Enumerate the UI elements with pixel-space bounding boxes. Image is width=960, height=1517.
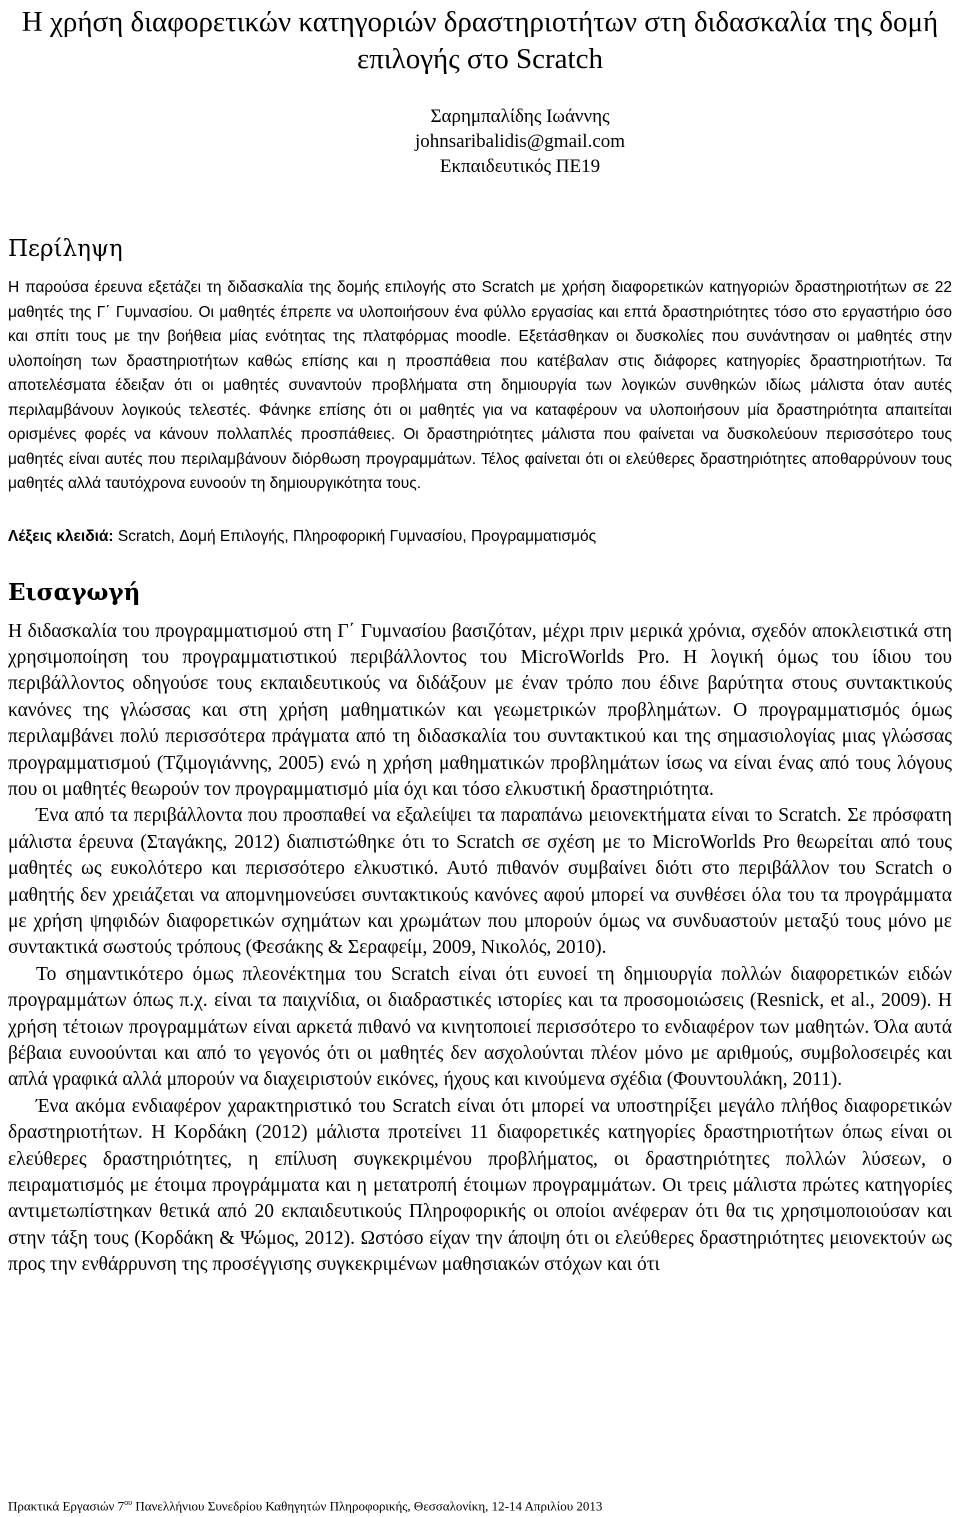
abstract-text: Η παρούσα έρευνα εξετάζει τη διδασκαλία της δομής επιλογής στο Scratch με χρήση διαφορετικών κατηγοριών δραστηριοτήτων σε 22 μαθητές της Γ΄ Γυμνασίου. Οι μαθητές έπρεπε να υλοποιήσουν ένα φύλλο εργασίας και επτά δραστηριότητες τόσο στο εργαστήριο όσο και σπίτι τους με την βοήθεια μίας ενότητας της πλατφόρμας moodle. Εξετάσθηκαν οι δυσκολίες που συνάντησαν οι μαθητές στην υλοποίηση των δραστηριοτήτων καθώς επίσης και η προσπάθεια που κατέβαλαν στις διάφορες κατηγορίες δραστηριοτήτων. Τα αποτελέσματα έδειξαν ότι οι μαθητές συναντούν προβλήματα στη δημιουργία των λογικών συνθηκών ιδίως μάλιστα όταν αυτές περιλαμβάνουν λογικούς τελεστές. Φάνηκε επίσης ότι οι μαθητές για να καταφέρουν να υλοποιήσουν μία δραστηριότητα απαιτείται ορισμένες φορές να κάνουν πολλαπλές προσπάθειες. Οι δραστηριότητες μάλιστα που φαίνεται να δυσκολεύουν περισσότερο τους μαθητές είναι αυτές που περιλαμβάνουν διόρθωση προγραμμάτων. Τέλος φαίνεται ότι οι ελεύθερες δραστηριότητες αποθαρρύνουν τους μαθητές αλλά ταυτόχρονα ευνοούν τη δημιουργικότητα τους. (8, 279, 952, 492)
introduction-paragraph-1: Η διδασκαλία του προγραμματισμού στη Γ΄ Γυμνασίου βασιζόταν, μέχρι πριν μερικά χρόνια, σχεδόν αποκλειστικά στη χρησιμοποίηση του προγραμματιστικού περιβάλλοντος του MicroWorlds Pro. Η λογική όμως του ίδιου του περιβάλλοντος οδηγούσε τους εκπαιδευτικούς να διδάξουν με έναν τρόπο που έδινε βαρύτητα στους συντακτικούς κανόνες της γλώσσας και στη χρήση μαθηματικών και γεωμετρικών προβλημάτων. Ο προγραμματισμός όμως περιλαμβάνει πολύ περισσότερα πράγματα από τη διδασκαλία του συντακτικού και της σημασιολογίας μιας γλώσσας προγραμματισμού (Τζιμογιάννης, 2005) ενώ η χρήση μαθηματικών προβλημάτων ίσως να είναι ένας από τους λόγους που οι μαθητές θεωρούν τον προγραμματισμό μία όχι και τόσο ελκυστική δραστηριότητα. (8, 620, 952, 800)
keywords (8, 525, 952, 549)
footer-prefix: Πρακτικά Εργασιών 7 (8, 1498, 125, 1513)
introduction-paragraph-4: Ένα ακόμα ενδιαφέρον χαρακτηριστικό του Scratch είναι ότι μπορεί να υποστηρίξει μεγάλο πλήθος διαφορετικών δραστηριοτήτων. Η Κορδάκη (2012) μάλιστα προτείνει 11 διαφορετικές κατηγορίες δραστηριοτήτων όπως είναι οι ελεύθερες δραστηριότητες, η επίλυση συγκεκριμένου προβλήματος, οι δραστηριότητες πολλών λύσεων, ο πειραματισμός με έτοιμα προγράμματα και η μετατροπή έτοιμων προγραμμάτων. Οι τρεις μάλιστα πρώτες κατηγορίες αντιμετωπίστηκαν θετικά από 20 εκπαιδευτικούς Πληροφορικής οι οποίοι ανέφεραν ότι θα τις χρησιμοποιούσαν και στην τάξη τους (Κορδάκη & Ψώμος, 2012). Ωστόσο είχαν την άποψη ότι οι ελεύθερες δραστηριότητες μειονεκτούν ως προς την ενθάρρυνση της προσέγγισης συγκεκριμένων μαθησιακών στόχων και ότι (8, 1095, 952, 1276)
introduction-heading: Εισαγωγή (8, 578, 141, 606)
introduction-body (8, 619, 952, 1279)
introduction-paragraph-3: Το σημαντικότερο όμως πλεονέκτημα του Scratch είναι ότι ευνοεί τη δημιουργία πολλών διαφορετικών ειδών προγραμμάτων όπως π.χ. είναι τα παιχνίδια, οι διαδραστικές ιστορίες και τα προσομοιώσεις (Resnick, et al., 2009). Η χρήση τέτοιων προγραμμάτων είναι αρκετά πιθανό να κινητοποιεί περισσότερο το ενδιαφέρον των μαθητών. Όλα αυτά βέβαια ευνοούνται και από το γεγονός ότι οι μαθητές δεν ασχολούνται πλέον μόνο με αριθμούς, συμβολοσειρές και απλά γραφικά αλλά μπορούν να διαχειριστούν εικόνες, ήχους και κινούμενα σχέδια (Φουντουλάκη, 2011). (8, 963, 952, 1091)
abstract-heading: Περίληψη (8, 236, 123, 262)
author-email: johnsaribalidis@gmail.com (414, 131, 626, 152)
footer-suffix: Πανελλήνιου Συνεδρίου Καθηγητών Πληροφορικής, Θεσσαλονίκη, 12-14 Απριλίου 2013 (132, 1498, 603, 1513)
footer-superscript: ου (124, 1497, 133, 1507)
author-role: Εκπαιδευτικός ΠΕ19 (439, 156, 601, 177)
introduction-paragraph-2: Ένα από τα περιβάλλοντα που προσπαθεί να εξαλείψει τα παραπάνω μειονεκτήματα είναι το Scratch. Σε πρόσφατη μάλιστα έρευνα (Σταγάκης, 2012) διαπιστώθηκε ότι το Scratch σε σχέση με το MicroWorlds Pro θεωρείται από τους μαθητές ως ευκολότερο και περισσότερο ελκυστικό. Αυτό πιθανόν συμβαίνει διότι στο περιβάλλον του Scratch ο μαθητής δεν χρειάζεται να απομνημονεύσει συντακτικούς κανόνες αφού μπορεί να συνθέσει όλα του τα προγράμματα με χρήση ψηφιδών διαφορετικών σχημάτων και χρωμάτων που μπορούν όμως να συνδυαστούν μεταξύ τους μόνο με συντακτικά σωστούς τρόπους (Φεσάκης & Σεραφείμ, 2009, Νικολός, 2010). (8, 805, 952, 959)
keywords-label: Λέξεις κλειδιά: (8, 527, 114, 545)
author-name: Σαρημπαλίδης Ιωάννης (430, 106, 610, 127)
page-footer (8, 1494, 602, 1515)
paper-title: Η χρήση διαφορετικών κατηγοριών δραστηριοτήτων στη διδασκαλία της δομή επιλογής στο Scratch (21, 6, 939, 75)
keywords-text: Scratch, Δομή Επιλογής, Πληροφορική Γυμνασίου, Προγραμματισμός (117, 527, 597, 545)
author-block (8, 104, 952, 179)
